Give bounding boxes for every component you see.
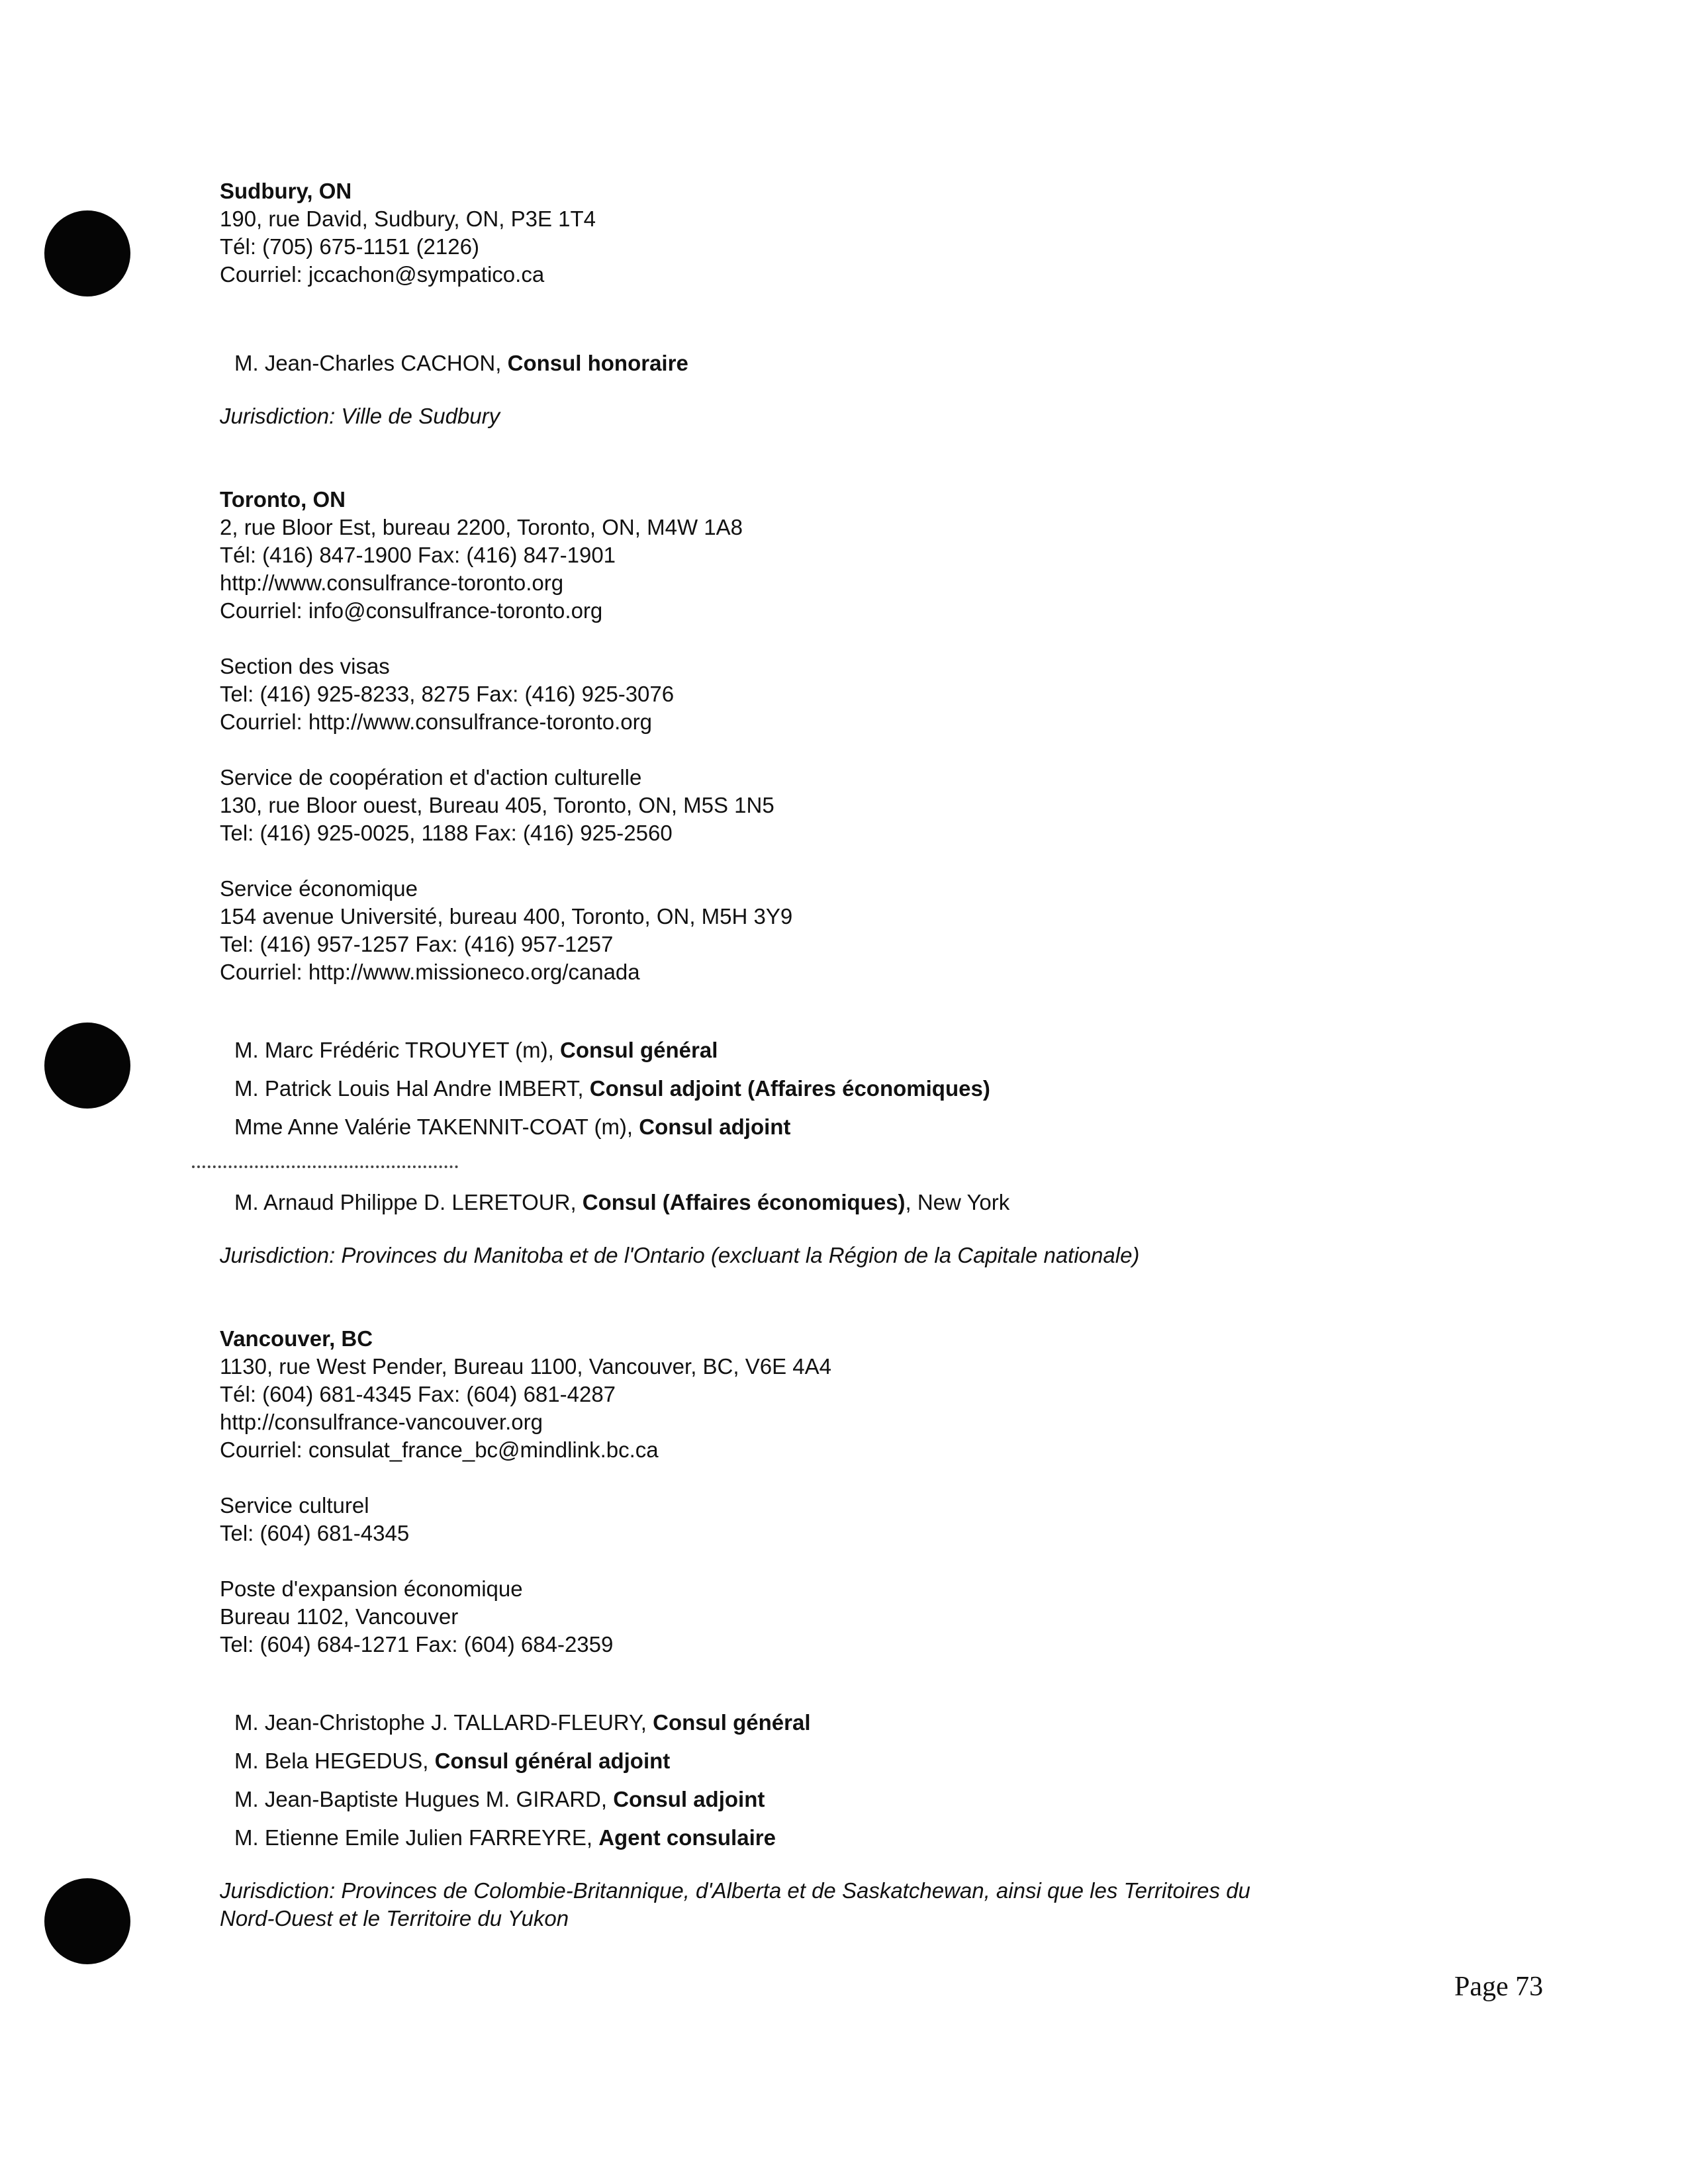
person-role: Agent consulaire	[598, 1825, 776, 1850]
address: 1130, rue West Pender, Bureau 1100, Vancouver, BC, V6E 4A4	[220, 1354, 831, 1379]
city-heading: Sudbury, ON	[220, 179, 352, 203]
person-role: Consul adjoint	[639, 1115, 791, 1139]
document-body	[220, 177, 1477, 1933]
binder-hole	[44, 1023, 130, 1109]
person-entry	[220, 1183, 1477, 1222]
person-name: M. Marc Frédéric TROUYET (m),	[234, 1038, 560, 1062]
culture-heading: Service culturel	[220, 1493, 369, 1518]
address: 190, rue David, Sudbury, ON, P3E 1T4	[220, 206, 596, 231]
person-name: M. Arnaud Philippe D. LERETOUR,	[234, 1190, 583, 1214]
phone: Tél: (604) 681-4345 Fax: (604) 681-4287	[220, 1382, 616, 1406]
city-heading: Vancouver, BC	[220, 1326, 373, 1351]
person-role: Consul général	[653, 1710, 811, 1735]
page-number: Page 73	[1454, 1972, 1544, 2002]
email: Courriel: consulat_france_bc@mindlink.bc.ca	[220, 1437, 659, 1462]
person-entry	[220, 1069, 1477, 1108]
visa-phone: Tel: (416) 925-8233, 8275 Fax: (416) 925-3076	[220, 682, 675, 706]
person-name: M. Jean-Baptiste Hugues M. GIRARD,	[234, 1787, 614, 1811]
visa-email: Courriel: http://www.consulfrance-toronto.org	[220, 709, 652, 734]
email: Courriel: info@consulfrance-toronto.org	[220, 598, 603, 623]
sudbury-section	[220, 177, 1477, 430]
economic-heading: Service économique	[220, 876, 418, 901]
person-entry	[220, 1742, 1477, 1780]
person-name: M. Patrick Louis Hal Andre IMBERT,	[234, 1076, 590, 1101]
toronto-section	[220, 486, 1477, 1269]
person-entry	[220, 1108, 1477, 1146]
person-entry	[220, 344, 1477, 383]
person-name: M. Jean-Charles CACHON,	[234, 351, 508, 375]
person-role: Consul général adjoint	[434, 1749, 671, 1773]
visa-heading: Section des visas	[220, 654, 390, 678]
binder-hole	[44, 210, 130, 296]
address: 2, rue Bloor Est, bureau 2200, Toronto, ON, M4W 1A8	[220, 515, 743, 539]
person-name: M. Bela HEGEDUS,	[234, 1749, 435, 1773]
city-heading: Toronto, ON	[220, 487, 346, 512]
culture-heading: Service de coopération et d'action culturelle	[220, 765, 642, 790]
jurisdiction: Jurisdiction: Provinces de Colombie-Britannique, d'Alberta et de Saskatchewan, ainsi que les Territoires du	[220, 1878, 1250, 1903]
person-name: Mme Anne Valérie TAKENNIT-COAT (m),	[234, 1115, 639, 1139]
binder-hole	[44, 1878, 130, 1964]
economic-address: 154 avenue Université, bureau 400, Toronto, ON, M5H 3Y9	[220, 904, 793, 929]
person-location: , New York	[905, 1190, 1010, 1214]
person-entry	[220, 1031, 1477, 1069]
economic-phone: Tel: (416) 957-1257 Fax: (416) 957-1257	[220, 932, 614, 956]
culture-phone: Tel: (416) 925-0025, 1188 Fax: (416) 925-2560	[220, 821, 673, 845]
dotted-separator	[192, 1165, 458, 1168]
vancouver-section	[220, 1325, 1477, 1933]
jurisdiction: Jurisdiction: Provinces du Manitoba et de l'Ontario (excluant la Région de la Capitale nationale)	[220, 1243, 1140, 1267]
phone: Tél: (705) 675-1151 (2126)	[220, 234, 479, 259]
person-entry	[220, 1780, 1477, 1819]
website: http://consulfrance-vancouver.org	[220, 1410, 543, 1434]
person-role: Consul général	[559, 1038, 718, 1062]
expansion-phone: Tel: (604) 684-1271 Fax: (604) 684-2359	[220, 1632, 614, 1657]
person-role: Consul adjoint	[613, 1787, 765, 1811]
jurisdiction: Jurisdiction: Ville de Sudbury	[220, 404, 500, 428]
person-name: M. Etienne Emile Julien FARREYRE,	[234, 1825, 599, 1850]
culture-address: 130, rue Bloor ouest, Bureau 405, Toronto, ON, M5S 1N5	[220, 793, 774, 817]
economic-email: Courriel: http://www.missioneco.org/canada	[220, 960, 640, 984]
website: http://www.consulfrance-toronto.org	[220, 570, 564, 595]
person-role: Consul adjoint (Affaires économiques)	[589, 1076, 990, 1101]
person-name: M. Jean-Christophe J. TALLARD-FLEURY,	[234, 1710, 653, 1735]
person-role: Consul (Affaires économiques)	[582, 1190, 906, 1214]
person-entry	[220, 1704, 1477, 1742]
person-role: Consul honoraire	[507, 351, 688, 375]
phone: Tél: (416) 847-1900 Fax: (416) 847-1901	[220, 543, 616, 567]
person-entry	[220, 1819, 1477, 1857]
expansion-address: Bureau 1102, Vancouver	[220, 1604, 459, 1629]
expansion-heading: Poste d'expansion économique	[220, 1576, 523, 1601]
culture-phone: Tel: (604) 681-4345	[220, 1521, 410, 1545]
jurisdiction-continued: Nord-Ouest et le Territoire du Yukon	[220, 1906, 569, 1931]
email: Courriel: jccachon@sympatico.ca	[220, 262, 545, 287]
